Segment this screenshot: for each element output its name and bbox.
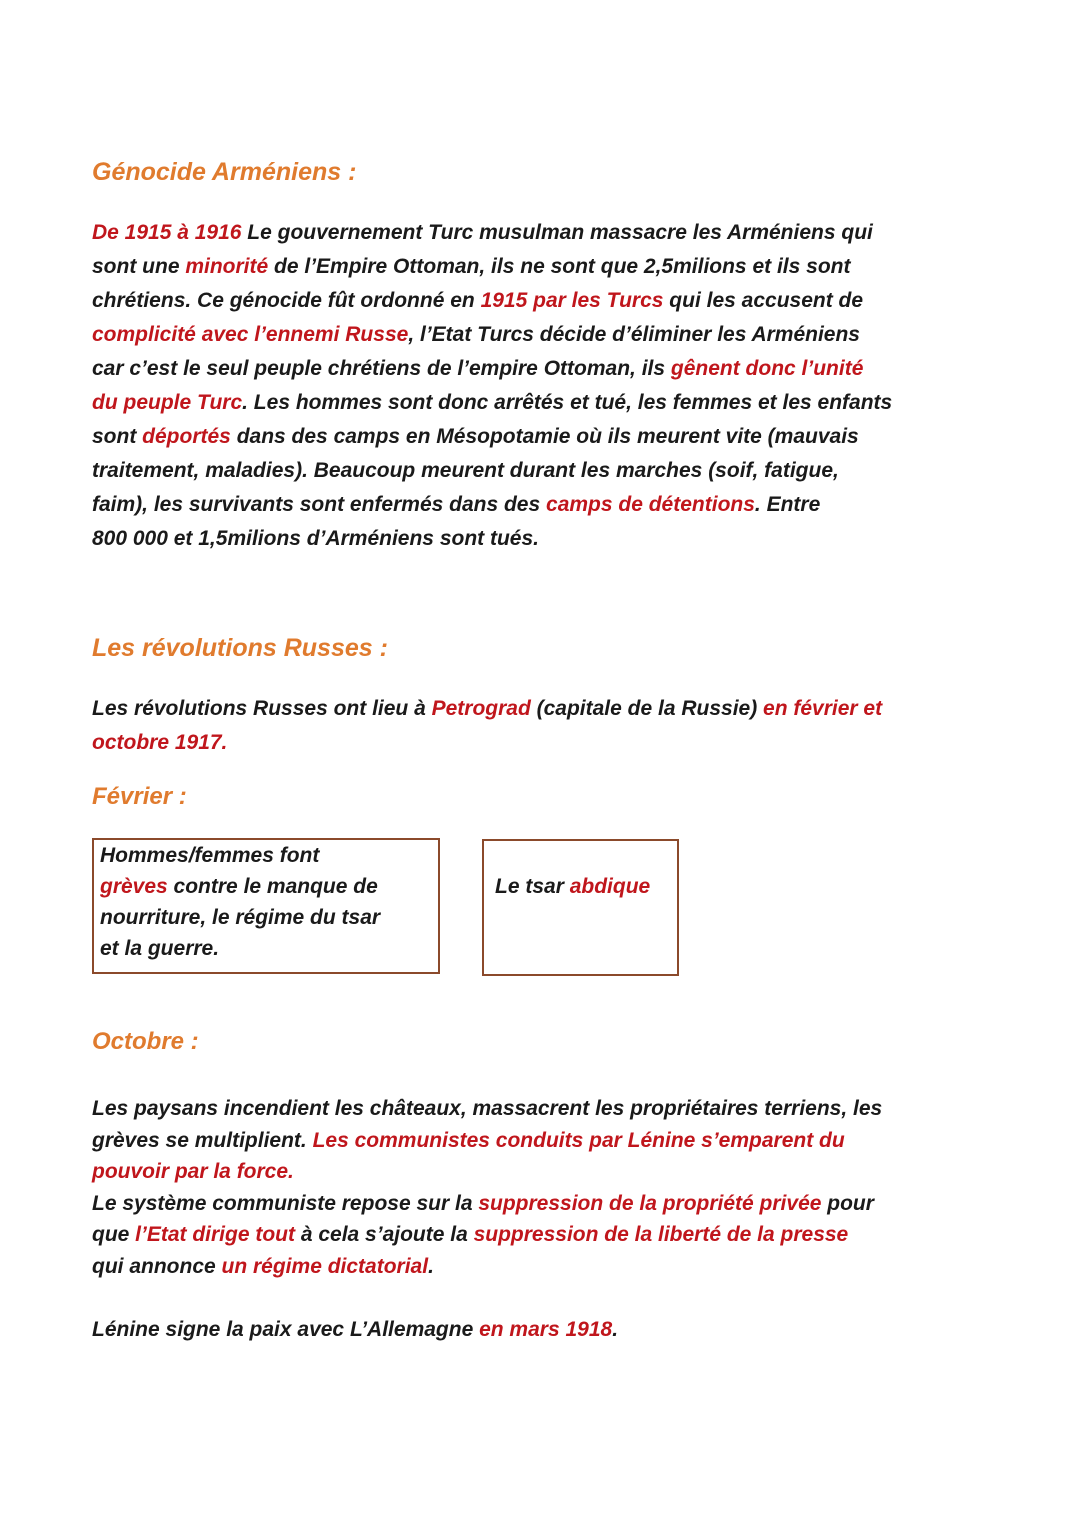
text-line (92, 488, 1002, 522)
armenian-genocide-heading: Génocide Arméniens : (92, 158, 357, 186)
text-line (92, 250, 1002, 284)
text-segment: sont (92, 425, 143, 448)
highlighted-text: abdique (569, 875, 651, 898)
text-line (92, 1314, 1002, 1346)
february-heading: Février : (92, 783, 187, 810)
text-segment: Le tsar (495, 875, 570, 898)
highlighted-text: complicité avec l’ennemi Russe (92, 323, 409, 346)
text-segment: sont une (92, 255, 186, 278)
text-segment: qui les accusent de (663, 289, 864, 312)
text-segment: . Les hommes sont donc arrêtés et tué, les femmes et les enfants (242, 391, 893, 414)
october-paragraph (92, 1093, 1002, 1282)
text-line (92, 386, 1002, 420)
highlighted-text: du peuple Turc (92, 391, 243, 414)
highlighted-text: en février et (763, 697, 883, 720)
text-line (100, 871, 438, 902)
armenian-genocide-paragraph (92, 216, 1002, 556)
highlighted-text: en mars 1918 (479, 1318, 613, 1341)
text-line (92, 1251, 1002, 1283)
text-segment: que (92, 1223, 136, 1246)
text-line (92, 216, 1002, 250)
tsar-abdicates-box (482, 839, 679, 976)
text-segment: à cela s’ajoute la (295, 1223, 474, 1246)
highlighted-text: minorité (185, 255, 269, 278)
text-segment: car c’est le seul peuple chrétiens de l’empire Ottoman, ils (92, 357, 671, 380)
text-segment: Le système communiste repose sur la (92, 1191, 479, 1215)
highlighted-text: Petrograd (431, 697, 531, 720)
highlighted-text: De 1915 à 1916 (92, 221, 242, 244)
highlighted-text: Les communistes conduits par Lénine s’emparent du (312, 1128, 845, 1152)
text-segment: qui annonce (92, 1254, 222, 1278)
text-line (100, 933, 438, 964)
russian-revolutions-intro (92, 692, 1002, 760)
text-segment: de l’Empire Ottoman, ils ne sont que 2,5milions et ils sont (268, 255, 851, 278)
text-segment: et la guerre. (100, 937, 220, 960)
text-segment: Les paysans incendient les châteaux, massacrent les propriétaires terriens, les (92, 1097, 883, 1120)
text-segment: . (612, 1318, 619, 1341)
text-segment: traitement, maladies). Beaucoup meurent durant les marches (soif, fatigue, (92, 459, 839, 482)
text-segment: contre le manque de (167, 875, 378, 898)
text-segment: dans des camps en Mésopotamie où ils meurent vite (mauvais (230, 425, 859, 448)
text-line (92, 1219, 1002, 1251)
text-segment: nourriture, le régime du tsar (100, 906, 381, 929)
text-segment: faim), les survivants sont enfermés dans des (92, 493, 547, 516)
text-line (100, 902, 438, 933)
text-segment: (capitale de la Russie) (530, 697, 764, 720)
text-segment: chrétiens. Ce génocide fût ordonné en (92, 289, 481, 312)
text-line (92, 420, 1002, 454)
highlighted-text: octobre 1917. (92, 731, 228, 754)
october-heading: Octobre : (92, 1028, 199, 1055)
text-segment: . (428, 1254, 434, 1278)
text-segment: Les révolutions Russes ont lieu à (92, 697, 432, 720)
text-line (92, 522, 1002, 556)
text-segment: , l’Etat Turcs décide d’éliminer les Arméniens (408, 323, 860, 346)
text-segment: Hommes/femmes font (100, 844, 320, 867)
text-segment: . Entre (754, 493, 821, 516)
february-strikes-box (92, 838, 440, 974)
text-line (92, 454, 1002, 488)
text-line (100, 840, 438, 871)
text-segment: Lénine signe la paix avec L’Allemagne (92, 1318, 480, 1341)
highlighted-text: l’Etat dirige tout (135, 1223, 295, 1246)
highlighted-text: gênent donc l’unité (670, 357, 864, 380)
highlighted-text: pouvoir par la force. (92, 1160, 294, 1183)
russian-revolutions-heading: Les révolutions Russes : (92, 634, 388, 662)
text-line (92, 1188, 1002, 1220)
text-line (92, 318, 1002, 352)
text-line (92, 1093, 1002, 1125)
text-segment: grèves se multiplient. (92, 1128, 313, 1152)
text-line (92, 1156, 1002, 1188)
text-line (92, 692, 1002, 726)
text-line (495, 871, 677, 902)
highlighted-text: déportés (142, 425, 231, 448)
text-segment: Le gouvernement Turc musulman massacre les Arméniens qui (241, 221, 873, 244)
highlighted-text: suppression de la liberté de la presse (473, 1223, 849, 1246)
highlighted-text: grèves (100, 875, 168, 898)
text-segment: 800 000 et 1,5milions d’Arméniens sont tués. (92, 527, 539, 550)
text-line (92, 1125, 1002, 1157)
text-line (92, 284, 1002, 318)
peace-treaty-line (92, 1314, 1002, 1346)
text-line (92, 726, 1002, 760)
highlighted-text: un régime dictatorial (221, 1254, 429, 1278)
text-segment: pour (821, 1191, 874, 1215)
highlighted-text: camps de détentions (546, 493, 755, 516)
text-line (92, 352, 1002, 386)
highlighted-text: 1915 par les Turcs (480, 289, 664, 312)
highlighted-text: suppression de la propriété privée (478, 1191, 822, 1215)
